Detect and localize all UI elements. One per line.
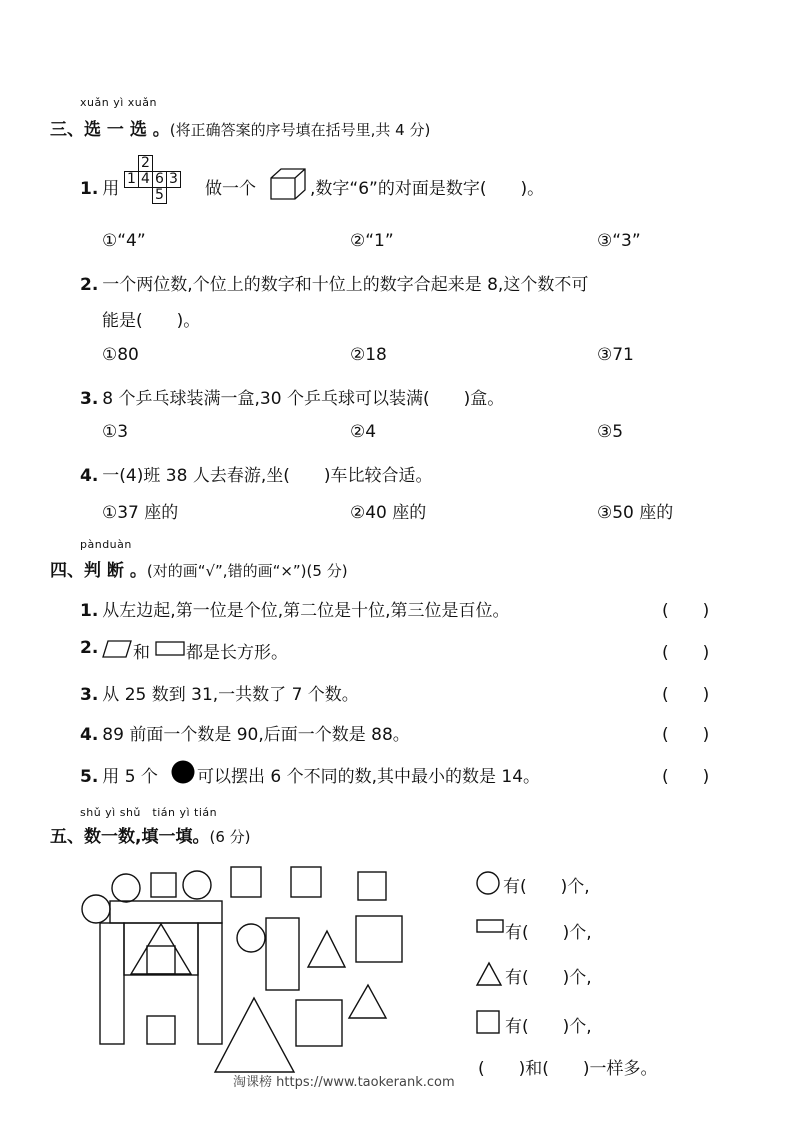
rectangle-icon [476, 918, 504, 936]
answer-blank[interactable]: ( ) [662, 685, 710, 705]
answer-blank[interactable]: ( ) [662, 767, 710, 787]
triangle-shape [131, 924, 191, 974]
judge-item-2-text-b: 都是长方形。 [186, 643, 288, 663]
option-b: ②40 座的 [350, 503, 427, 523]
answer-line-rectangle: 有( )个, [505, 923, 592, 943]
rectangle-shape [198, 923, 222, 1044]
answer-line-equal: ( )和( )一样多。 [478, 1059, 658, 1079]
option-b: ②“1” [350, 231, 394, 251]
question-4-text: 一(4)班 38 人去春游,坐( )车比较合适。 [102, 466, 433, 486]
answer-blank[interactable]: ( ) [662, 643, 710, 663]
section3-title-text: 三、选 一 选 。 [50, 120, 170, 140]
section4-title-text: 四、判 断 。 [50, 561, 147, 581]
circle-shape [82, 895, 110, 923]
section4-note: (对的画“√”,错的画“×”)(5 分) [146, 562, 348, 580]
judge-text: 从 25 数到 31,一共数了 7 个数。 [102, 685, 359, 705]
net-cell: 4 [139, 172, 153, 188]
option-a: ①37 座的 [102, 503, 179, 523]
answer-line-circle: 有( )个, [503, 877, 590, 897]
answer-blank[interactable]: ( ) [662, 601, 710, 621]
section3-pinyin: xuǎn yì xuǎn [80, 96, 157, 109]
circle-icon [476, 871, 500, 895]
square-shape [151, 873, 176, 897]
question-1-pre: 用 [102, 179, 120, 199]
square-shape [356, 916, 402, 962]
option-c: ③50 座的 [597, 503, 674, 523]
square-icon [476, 1010, 500, 1034]
option-b: ②18 [350, 345, 387, 365]
square-shape [291, 867, 321, 897]
question-num: 1. [80, 601, 99, 621]
net-cell-bottom: 5 [153, 188, 167, 204]
question-num: 2. [80, 638, 99, 658]
question-1-post: ,数字“6”的对面是数字( )。 [310, 179, 545, 199]
triangle-shape [215, 998, 294, 1072]
rectangle-shape [100, 923, 124, 1044]
rectangle-shape [266, 918, 299, 990]
circle-shape [237, 924, 265, 952]
circle-shape [112, 874, 140, 902]
option-a: ①80 [102, 345, 139, 365]
question-num: 4. [80, 725, 99, 745]
net-cell: 6 [153, 172, 167, 188]
question-num: 1. [80, 179, 99, 199]
square-shape [147, 946, 175, 974]
judge-text-a: 用 5 个 [102, 767, 158, 787]
footer-watermark: 淘课榜 https://www.taokerank.com [233, 1075, 455, 1090]
question-2-text: 一个两位数,个位上的数字和十位上的数字合起来是 8,这个数不可 [102, 275, 589, 295]
square-shape [296, 1000, 342, 1046]
question-1-mid: 做一个 [205, 179, 256, 199]
option-c: ③“3” [597, 231, 641, 251]
rectangle-shape [110, 901, 222, 923]
question-2-text2: 能是( )。 [102, 311, 201, 331]
answer-blank[interactable]: ( ) [662, 725, 710, 745]
answer-line-triangle: 有( )个, [505, 968, 592, 988]
triangle-shape [308, 931, 345, 967]
triangle-icon [476, 962, 502, 986]
square-shape [147, 1016, 175, 1044]
section3-note: (将正确答案的序号填在括号里,共 4 分) [169, 121, 431, 139]
judge-item-5-text-b: 可以摆出 6 个不同的数,其中最小的数是 14。 [197, 767, 541, 787]
square-shape [358, 872, 386, 900]
option-c: ③71 [597, 345, 634, 365]
circle-shape [183, 871, 211, 899]
square-shape [231, 867, 261, 897]
question-num: 3. [80, 389, 99, 409]
section5-title-text: 五、数一数,填一填。 [50, 827, 210, 847]
net-cell: 3 [167, 172, 181, 188]
judge-text: 从左边起,第一位是个位,第二位是十位,第三位是百位。 [102, 601, 510, 621]
section4-pinyin: pànduàn [80, 538, 132, 551]
section5-pinyin: shǔ yì shǔ tián yì tián [80, 806, 218, 819]
net-cell-top: 2 [139, 156, 153, 172]
question-3-text: 8 个乒乓球装满一盒,30 个乒乓球可以装满( )盒。 [102, 389, 505, 409]
option-a: ①“4” [102, 231, 146, 251]
question-num: 2. [80, 275, 99, 295]
judge-text: 89 前面一个数是 90,后面一个数是 88。 [102, 725, 410, 745]
option-c: ③5 [597, 422, 624, 442]
option-a: ①3 [102, 422, 129, 442]
option-b: ②4 [350, 422, 377, 442]
judge-item-2-text-a: 和 [133, 643, 150, 663]
question-num: 5. [80, 767, 99, 787]
answer-line-square: 有( )个, [505, 1017, 592, 1037]
question-num: 3. [80, 685, 99, 705]
net-cell: 1 [125, 172, 139, 188]
question-num: 4. [80, 466, 99, 486]
section5-note: (6 分) [209, 828, 251, 846]
triangle-shape [349, 985, 386, 1018]
